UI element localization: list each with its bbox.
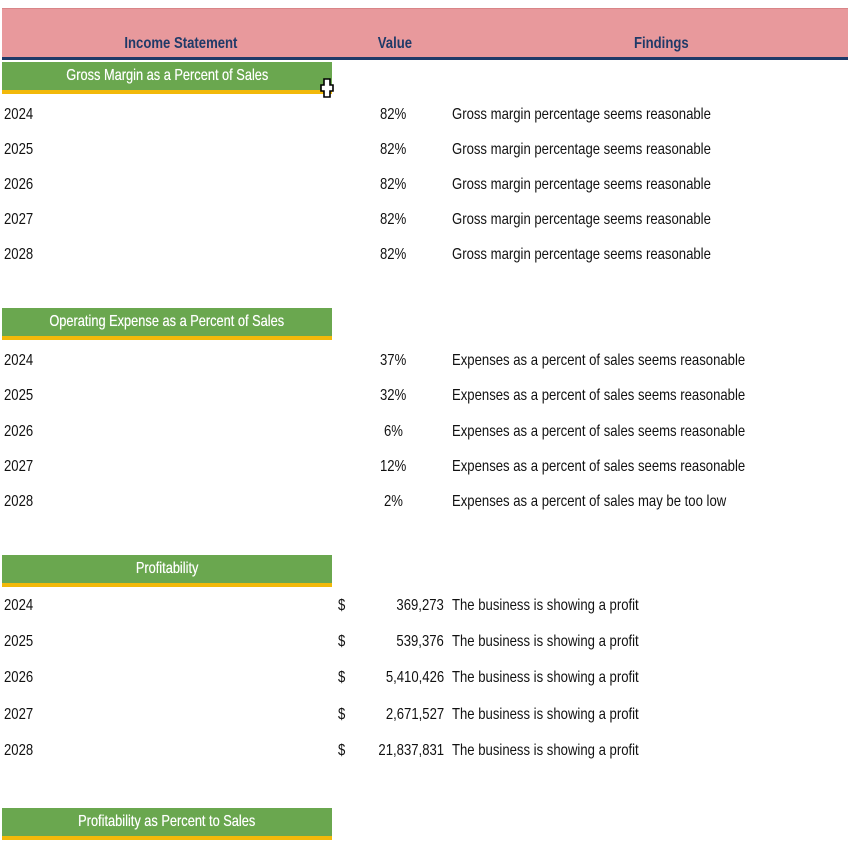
currency-symbol: $ [338, 633, 346, 650]
currency-symbol: $ [338, 597, 346, 614]
row-finding[interactable]: Expenses as a percent of sales may be too low [452, 493, 727, 510]
section-operating-expense[interactable] [2, 308, 332, 340]
excel-plus-cursor-icon [320, 78, 334, 100]
row-finding[interactable]: Gross margin percentage seems reasonable [452, 176, 711, 193]
row-year[interactable]: 2024 [4, 597, 34, 614]
row-year[interactable]: 2025 [4, 387, 34, 404]
header-row [2, 8, 848, 60]
row-value[interactable]: 82% [380, 141, 407, 158]
row-value[interactable]: 82% [380, 211, 407, 228]
section-title: Gross Margin as a Percent of Sales [65, 67, 269, 84]
header-income-statement[interactable]: Income Statement [124, 35, 238, 52]
header-findings[interactable]: Findings [633, 35, 689, 52]
row-year[interactable]: 2026 [4, 423, 34, 440]
row-value[interactable]: 5,410,426 [385, 669, 444, 686]
row-year[interactable]: 2027 [4, 211, 34, 228]
section-gross-margin[interactable] [2, 62, 332, 94]
section-profitability[interactable] [2, 555, 332, 587]
row-finding[interactable]: Gross margin percentage seems reasonable [452, 141, 711, 158]
row-value[interactable]: 21,837,831 [378, 742, 444, 759]
row-year[interactable]: 2025 [4, 141, 34, 158]
row-finding[interactable]: Expenses as a percent of sales seems reasonable [452, 423, 746, 440]
row-year[interactable]: 2027 [4, 458, 34, 475]
section-title: Operating Expense as a Percent of Sales [49, 313, 285, 330]
row-finding[interactable]: The business is showing a profit [452, 597, 639, 614]
row-year[interactable]: 2024 [4, 106, 34, 123]
currency-symbol: $ [338, 706, 346, 723]
section-title: Profitability [135, 560, 199, 577]
row-finding[interactable]: Gross margin percentage seems reasonable [452, 246, 711, 263]
row-finding[interactable]: The business is showing a profit [452, 633, 639, 650]
row-value[interactable]: 369,273 [396, 597, 444, 614]
row-year[interactable]: 2026 [4, 669, 34, 686]
row-year[interactable]: 2026 [4, 176, 34, 193]
row-year[interactable]: 2028 [4, 493, 34, 510]
currency-symbol: $ [338, 669, 346, 686]
row-finding[interactable]: Gross margin percentage seems reasonable [452, 106, 711, 123]
row-value[interactable]: 82% [380, 106, 407, 123]
row-value[interactable]: 12% [380, 458, 407, 475]
section-profitability-percent[interactable] [2, 808, 332, 840]
row-finding[interactable]: Expenses as a percent of sales seems reasonable [452, 458, 746, 475]
row-finding[interactable]: The business is showing a profit [452, 706, 639, 723]
row-finding[interactable]: Expenses as a percent of sales seems reasonable [452, 387, 746, 404]
row-year[interactable]: 2028 [4, 246, 34, 263]
row-year[interactable]: 2028 [4, 742, 34, 759]
row-value[interactable]: 2% [384, 493, 403, 510]
row-value[interactable]: 6% [384, 423, 403, 440]
row-value[interactable]: 82% [380, 176, 407, 193]
row-finding[interactable]: The business is showing a profit [452, 669, 639, 686]
row-value[interactable]: 82% [380, 246, 407, 263]
row-value[interactable]: 539,376 [396, 633, 444, 650]
row-value[interactable]: 2,671,527 [385, 706, 444, 723]
header-value[interactable]: Value [377, 35, 413, 52]
row-year[interactable]: 2024 [4, 352, 34, 369]
section-title: Profitability as Percent to Sales [78, 813, 256, 830]
row-year[interactable]: 2027 [4, 706, 34, 723]
row-value[interactable]: 37% [380, 352, 407, 369]
row-finding[interactable]: The business is showing a profit [452, 742, 639, 759]
row-value[interactable]: 32% [380, 387, 407, 404]
row-year[interactable]: 2025 [4, 633, 34, 650]
currency-symbol: $ [338, 742, 346, 759]
row-finding[interactable]: Expenses as a percent of sales seems reasonable [452, 352, 746, 369]
row-finding[interactable]: Gross margin percentage seems reasonable [452, 211, 711, 228]
